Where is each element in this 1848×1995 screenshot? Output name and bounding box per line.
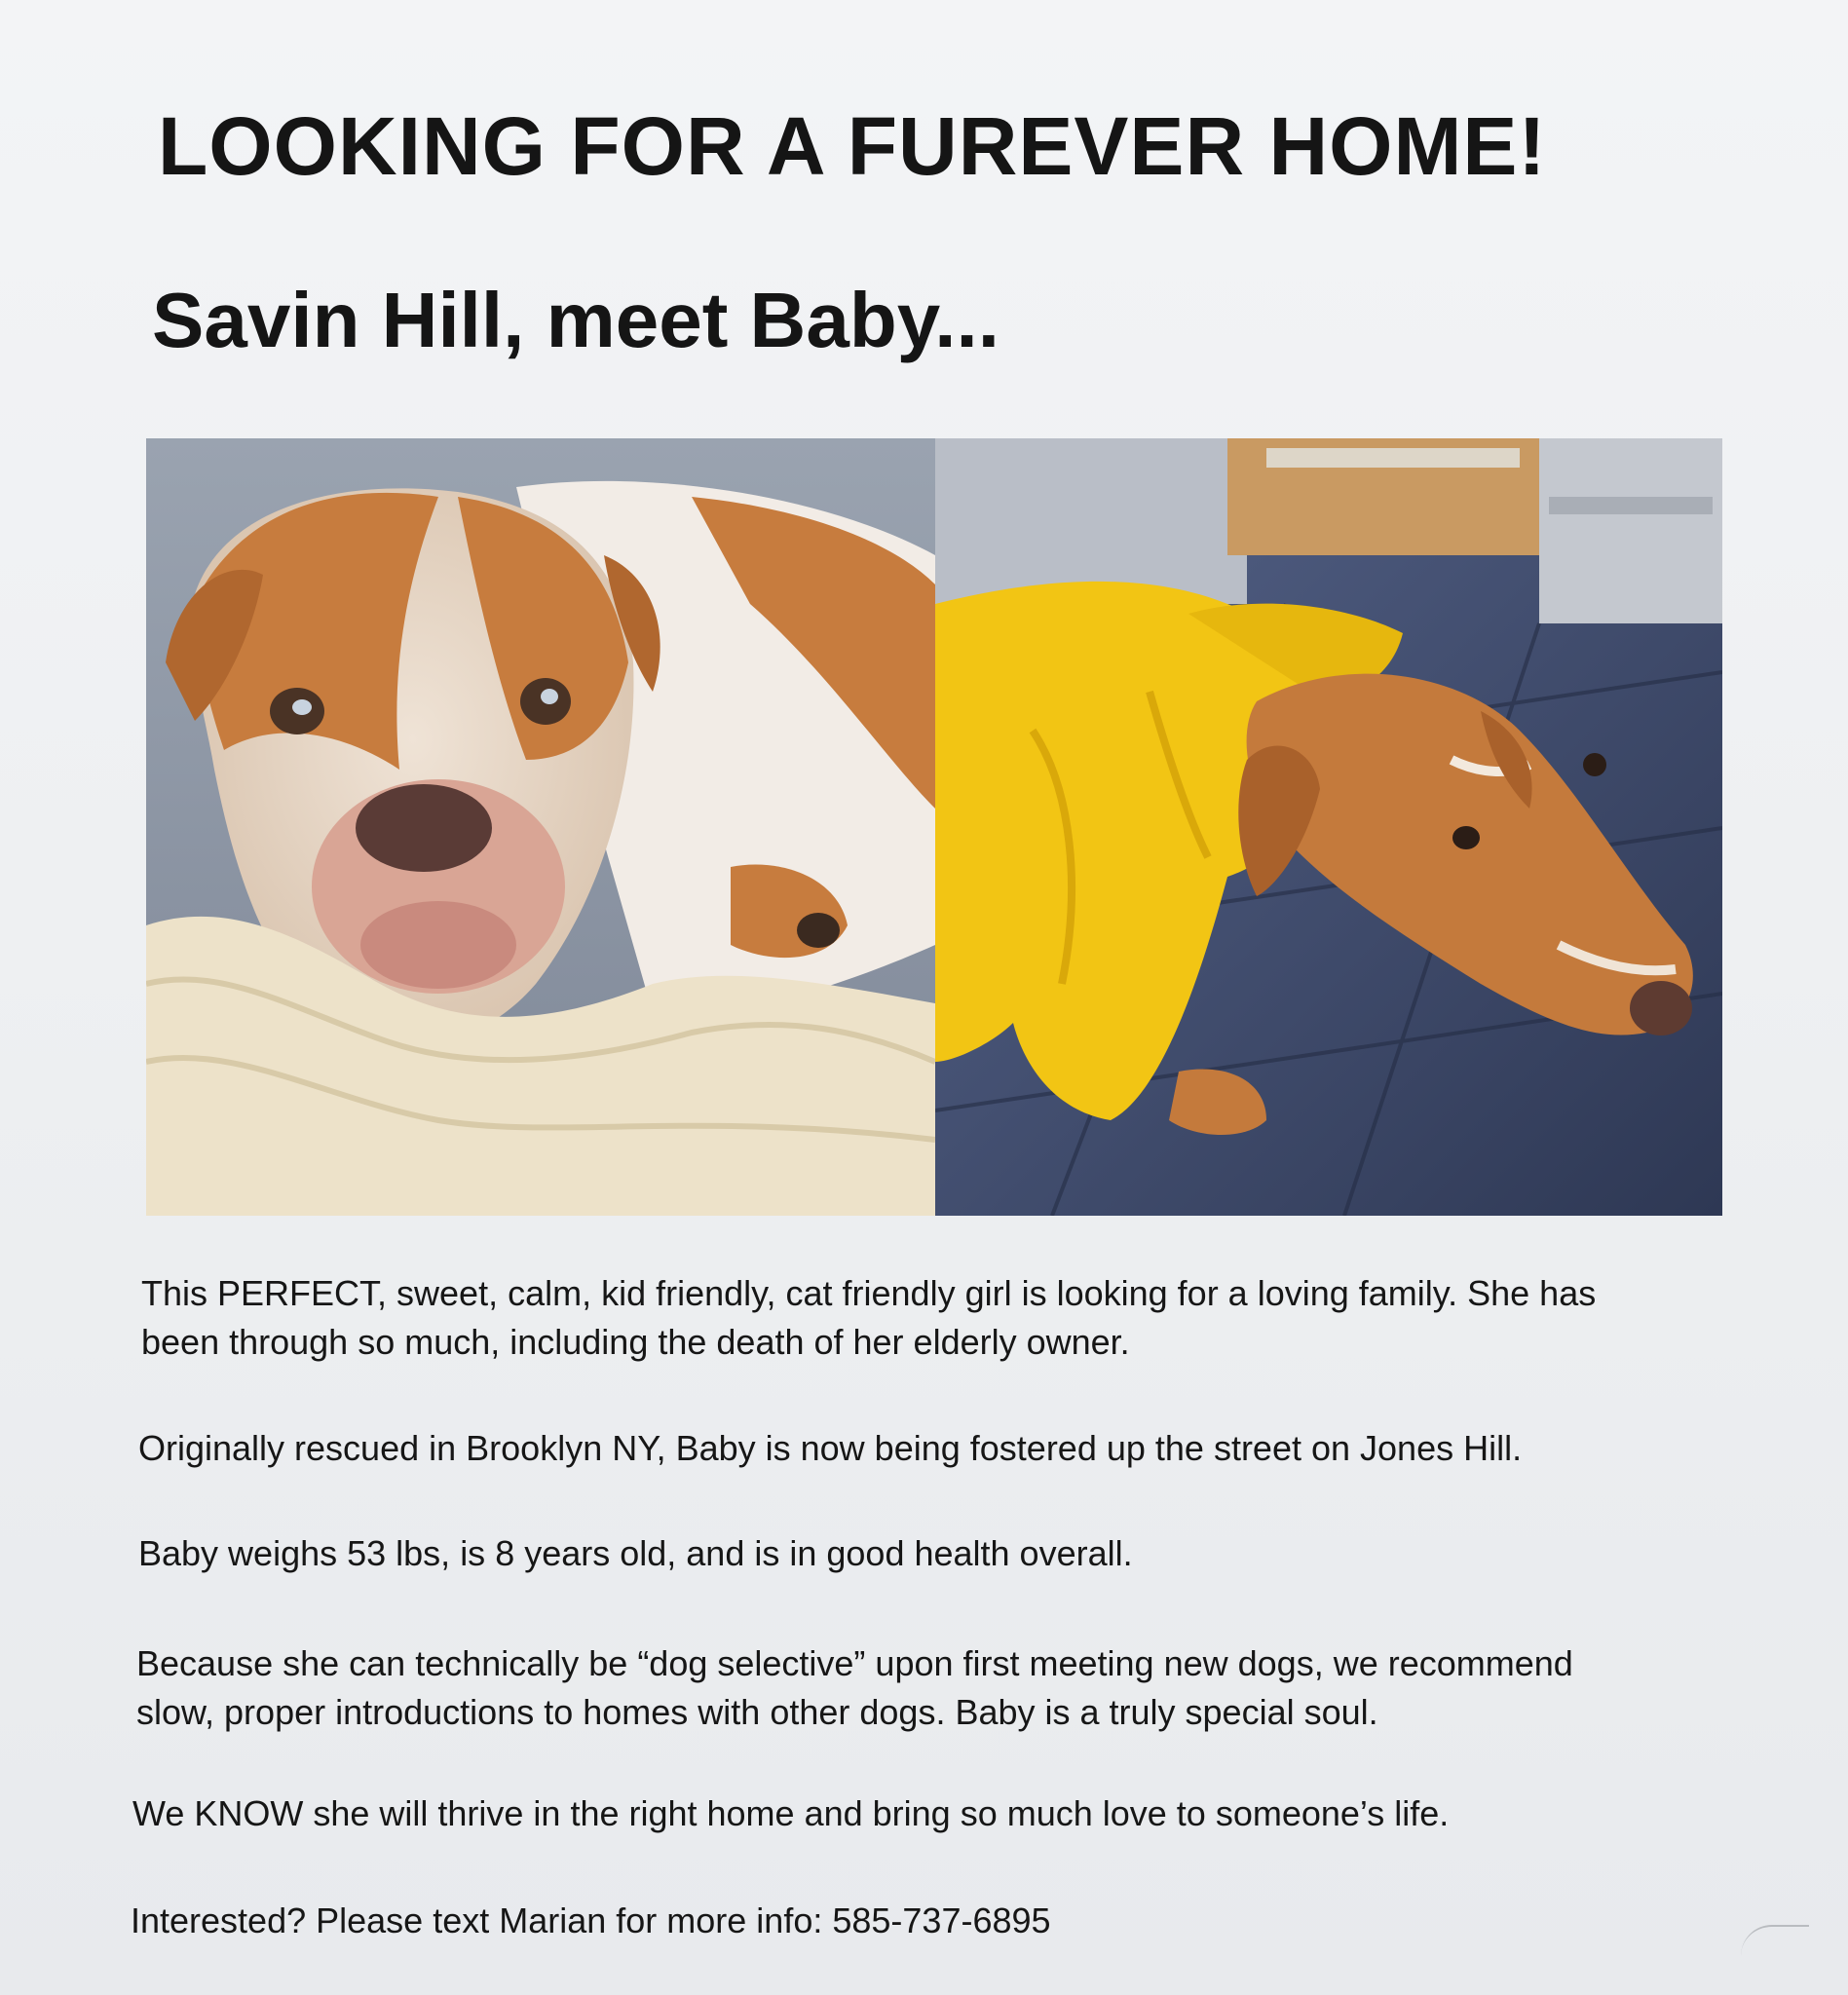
photo-strip: [146, 438, 1722, 1216]
description-paragraph: [141, 1269, 1596, 1367]
contact-line: Interested? Please text Marian for more info: 585-737-6895: [131, 1901, 1051, 1940]
rescue-paragraph: Originally rescued in Brooklyn NY, Baby is now being fostered up the street on Jones Hill.: [138, 1428, 1523, 1468]
paper-fold-mark: [1741, 1925, 1809, 1956]
thrive-paragraph: We KNOW she will thrive in the right home and bring so much love to someone’s life.: [132, 1793, 1450, 1833]
dog-on-blanket-photo: [146, 438, 935, 1216]
dog-selective-line-2: slow, proper introductions to homes with other dogs. Baby is a truly special soul.: [136, 1692, 1378, 1732]
dog-in-yellow-raincoat-photo: [935, 438, 1722, 1216]
headline: LOOKING FOR A FUREVER HOME!: [158, 100, 1547, 192]
dog-selective-line-1: Because she can technically be “dog selective” upon first meeting new dogs, we recommend: [136, 1643, 1573, 1683]
subhead: Savin Hill, meet Baby...: [152, 277, 999, 363]
description-line-2: been through so much, including the death of her elderly owner.: [141, 1322, 1130, 1362]
dog-selective-paragraph: [136, 1639, 1573, 1737]
description-line-1: This PERFECT, sweet, calm, kid friendly, cat friendly girl is looking for a loving family. She has: [141, 1273, 1597, 1313]
health-paragraph: Baby weighs 53 lbs, is 8 years old, and is in good health overall.: [138, 1533, 1133, 1573]
